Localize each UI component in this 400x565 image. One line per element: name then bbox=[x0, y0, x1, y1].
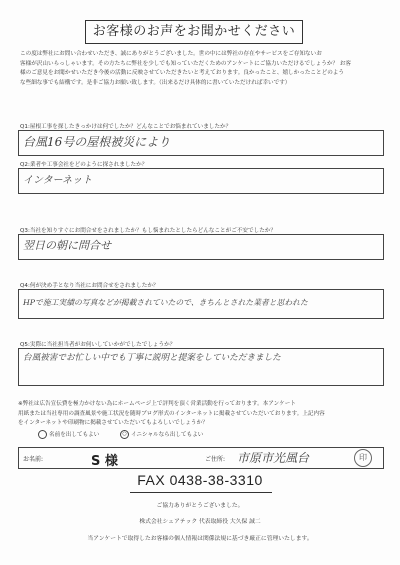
question-1-label: Q1:屋根工事を探したきっかけは何でしたか？どんなことでお悩まれていましたか？ bbox=[20, 124, 232, 130]
question-3-answer-box[interactable] bbox=[18, 234, 384, 260]
question-4-label: Q4:何が決め手となり当社にお問合せをされましたか？ bbox=[20, 283, 159, 289]
intro-text bbox=[20, 50, 386, 88]
privacy-note: 当アンケートで取得したお客様の個人情報は関係法規に基づき厳正に管理いたします。 bbox=[87, 536, 313, 542]
question-1-answer-box[interactable] bbox=[18, 130, 384, 156]
intro-line: 客様が沢山いらっしゃいます。その方たちに弊社を少しでも知っていただくためのアンケートにご協力いただけるでしょうか？ お客 bbox=[20, 60, 351, 67]
option-1-radio[interactable] bbox=[38, 430, 47, 439]
thanks-text: ご協力ありがとうございました。 bbox=[156, 503, 244, 509]
question-3-answer: 翌日の朝に問合せ bbox=[23, 239, 111, 252]
option-1-label: 名前を出してもよい bbox=[49, 432, 100, 438]
name-field[interactable]: S 様 bbox=[91, 454, 118, 469]
question-2-label: Q2:業者や工事会社をどのように探されましたか？ bbox=[20, 162, 148, 168]
footnote-line: をインターネットや印刷物に掲載させていただいてもよろしいでしょうか？ bbox=[18, 420, 208, 427]
divider bbox=[130, 492, 272, 493]
name-label: お名前: bbox=[23, 456, 44, 463]
question-5-answer: 台風被害でお忙しい中でも丁寧に説明と提案をしていただきました bbox=[23, 353, 281, 363]
question-2-answer-box[interactable] bbox=[18, 168, 384, 194]
intro-line: な些細な事でも結構です。是非ご協力お願い致します。（出来るだけ具体的に書いていただければ幸いです） bbox=[20, 79, 291, 86]
fax-number: FAX 0438-38-3310 bbox=[137, 472, 263, 488]
option-2-radio[interactable]: ○ bbox=[120, 430, 129, 439]
option-name-ok[interactable] bbox=[38, 430, 99, 439]
address-field[interactable]: 市原市光風台 bbox=[237, 451, 310, 465]
publication-consent-note bbox=[18, 400, 384, 429]
option-2-label: イニシャルなら出してもよい bbox=[131, 432, 204, 438]
seal-stamp: 印 bbox=[354, 449, 372, 467]
name-address-box bbox=[18, 447, 384, 469]
company-signature: 株式会社シェアテック 代表取締役 大久保 誠二 bbox=[139, 519, 261, 525]
question-1-answer: 台風16号の屋根被災により bbox=[23, 135, 171, 149]
page-title: お客様のお声をお聞かせください bbox=[85, 20, 303, 44]
option-initials-ok[interactable] bbox=[120, 430, 203, 439]
address-label: ご住所: bbox=[205, 456, 226, 463]
question-2-answer: インターネット bbox=[23, 175, 93, 186]
question-3-label: Q3:当社を知りすぐにお問合せをされましたか？もし悩まれたとしたらどんなことがご不安でしたか？ bbox=[20, 228, 276, 234]
intro-line: 様のご意見をお聞かせいただき今後の活動に反映させていただきたいと考えております。良かったこと、嬉しかったことどのよう bbox=[20, 70, 344, 77]
footnote-line: 用紙または当社専用の調査風景や施工状況を随時ブログ形式のインターネットに掲載させていただいております。上記内容 bbox=[18, 410, 325, 417]
question-5-label: Q5:実際に当社担当者がお伺いしていかがでしたでしょうか？ bbox=[20, 342, 176, 348]
question-4-answer-box[interactable] bbox=[18, 289, 384, 319]
question-5-answer-box[interactable] bbox=[18, 348, 384, 386]
footnote-line: ※弊社は広告宣伝費を極力かけない為にホームページ上で評判を頂く営業活動を行っております。本アンケート bbox=[18, 401, 296, 407]
intro-line: この度は弊社にお問い合わせいただき、誠にありがとうございました。世の中には弊社の存在やサービスをご存知ないお bbox=[20, 51, 322, 57]
question-4-answer: HPで施工実績の写真などが掲載されていたので、きちんとされた業者と思われた bbox=[23, 298, 308, 307]
